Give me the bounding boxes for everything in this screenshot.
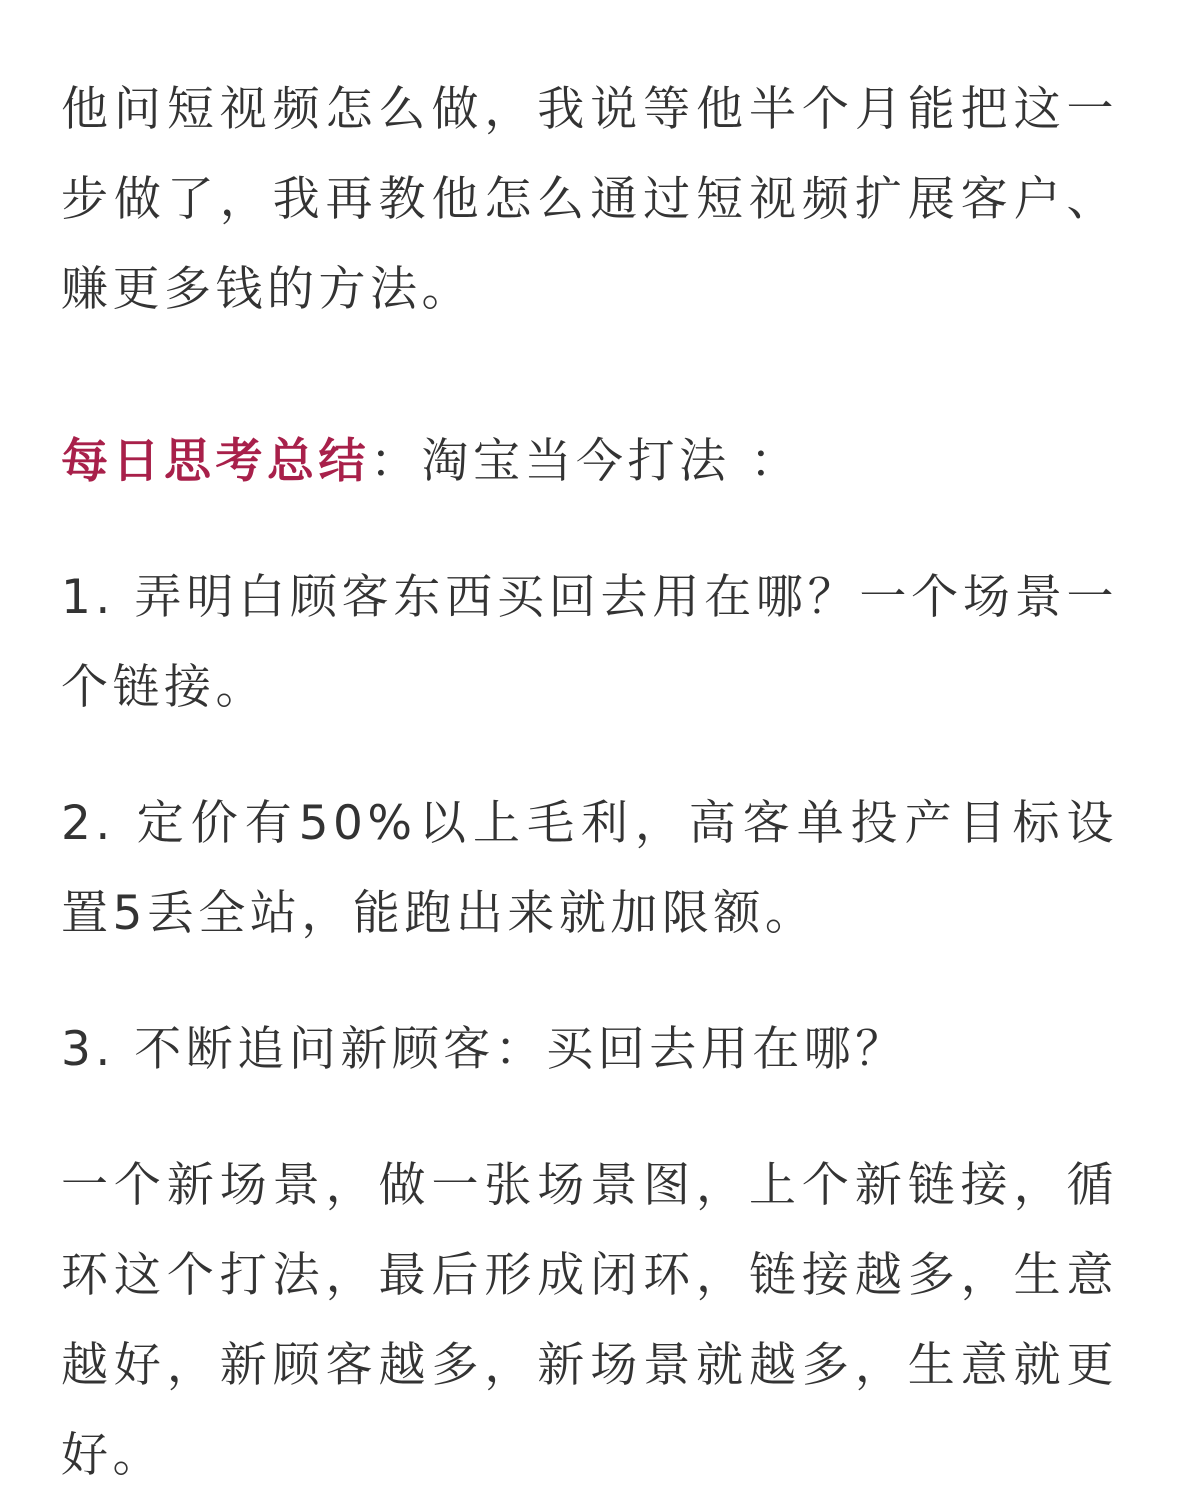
intro-paragraph: 他问短视频怎么做，我说等他半个月能把这一步做了，我再教他怎么通过短视频扩展客户、赚更多钱的方法。 xyxy=(61,82,1118,317)
article-body xyxy=(61,65,1118,1501)
point-1-paragraph: 1. 弄明白顾客东西买回去用在哪？一个场景一个链接。 xyxy=(61,570,1118,715)
summary-heading xyxy=(61,417,1118,507)
point-3-paragraph: 3. 不断追问新顾客：买回去用在哪？ xyxy=(61,1022,907,1077)
conclusion-paragraph: 一个新场景，做一张场景图，上个新链接，循环这个打法，最后形成闭环，链接越多，生意越好，新顾客越多，新场景就越多，生意就更好。 xyxy=(61,1158,1118,1483)
summary-heading-text: ：淘宝当今打法 ： xyxy=(370,434,802,489)
point-2-paragraph: 2. 定价有50%以上毛利，高客单投产目标设置5丢全站，能跑出来就加限额。 xyxy=(61,796,1118,941)
summary-highlight: 每日思考总结 xyxy=(61,434,370,489)
